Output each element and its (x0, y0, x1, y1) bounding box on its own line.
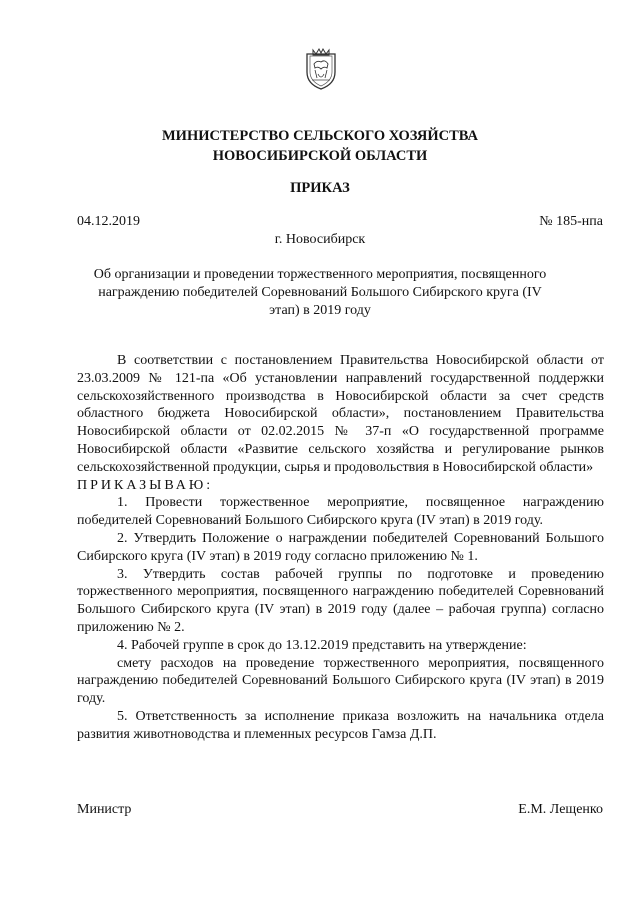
document-date: 04.12.2019 (77, 214, 140, 229)
order-keyword: ПРИКАЗЫВАЮ: (77, 477, 214, 493)
coat-of-arms-icon (303, 46, 339, 91)
signatory-position: Министр (77, 802, 132, 817)
order-item: 2. Утвердить Положение о награждении победителей Соревнований Большого Сибирского круга (IV этап) в 2019 году согласно приложению № 1. (77, 530, 604, 564)
order-subitem: смету расходов на проведение торжественного мероприятия, посвященного награждению победителей Соревнований Большого Сибирского круга (IV этап) в 2019 году. (77, 655, 604, 707)
document-type: ПРИКАЗ (290, 180, 350, 196)
signatory-name: Е.М. Лещенко (518, 802, 603, 817)
order-item: 3. Утвердить состав рабочей группы по подготовке и проведению торжественного мероприятия, посвященного награждению победителей Соревнований Большого Сибирского круга (IV этап) в 2019 году (далее – рабочая группа) согласно приложению № 2. (77, 566, 604, 635)
document-body (77, 352, 604, 744)
ministry-name-line2: НОВОСИБИРСКОЙ ОБЛАСТИ (212, 148, 428, 164)
preamble-paragraph: В соответствии с постановлением Правительства Новосибирской области от 23.03.2009 № 121-па «Об установлении направлений государственной поддержки сельскохозяйственного производства в Новосибирской области за счет средств областного бюджета Новосибирской области», постановлением Правительства Новосибирской области от 02.02.2015 № 37-п «О государственной программе Новосибирской области «Развитие сельского хозяйства и регулирование рынков сельскохозяйственной продукции, сырья и продовольствия в Новосибирской области» (77, 353, 604, 475)
document-number: № 185-нпа (539, 214, 603, 229)
order-item: 1. Провести торжественное мероприятие, посвященное награждению победителей Соревнований Большого Сибирского круга (IV этап) в 2019 году. (77, 495, 604, 529)
order-item: 5. Ответственность за исполнение приказа возложить на начальника отдела развития животноводства и племенных ресурсов Гамза Д.П. (77, 708, 604, 742)
order-item: 4. Рабочей группе в срок до 13.12.2019 представить на утверждение: (117, 637, 527, 653)
document-title: Об организации и проведении торжественного мероприятия, посвященного награждению победителей Соревнований Большого Сибирского круга (IV этап) в 2019 году (93, 267, 547, 318)
ministry-name-line1: МИНИСТЕРСТВО СЕЛЬСКОГО ХОЗЯЙСТВА (162, 128, 478, 144)
document-city: г. Новосибирск (274, 232, 366, 247)
